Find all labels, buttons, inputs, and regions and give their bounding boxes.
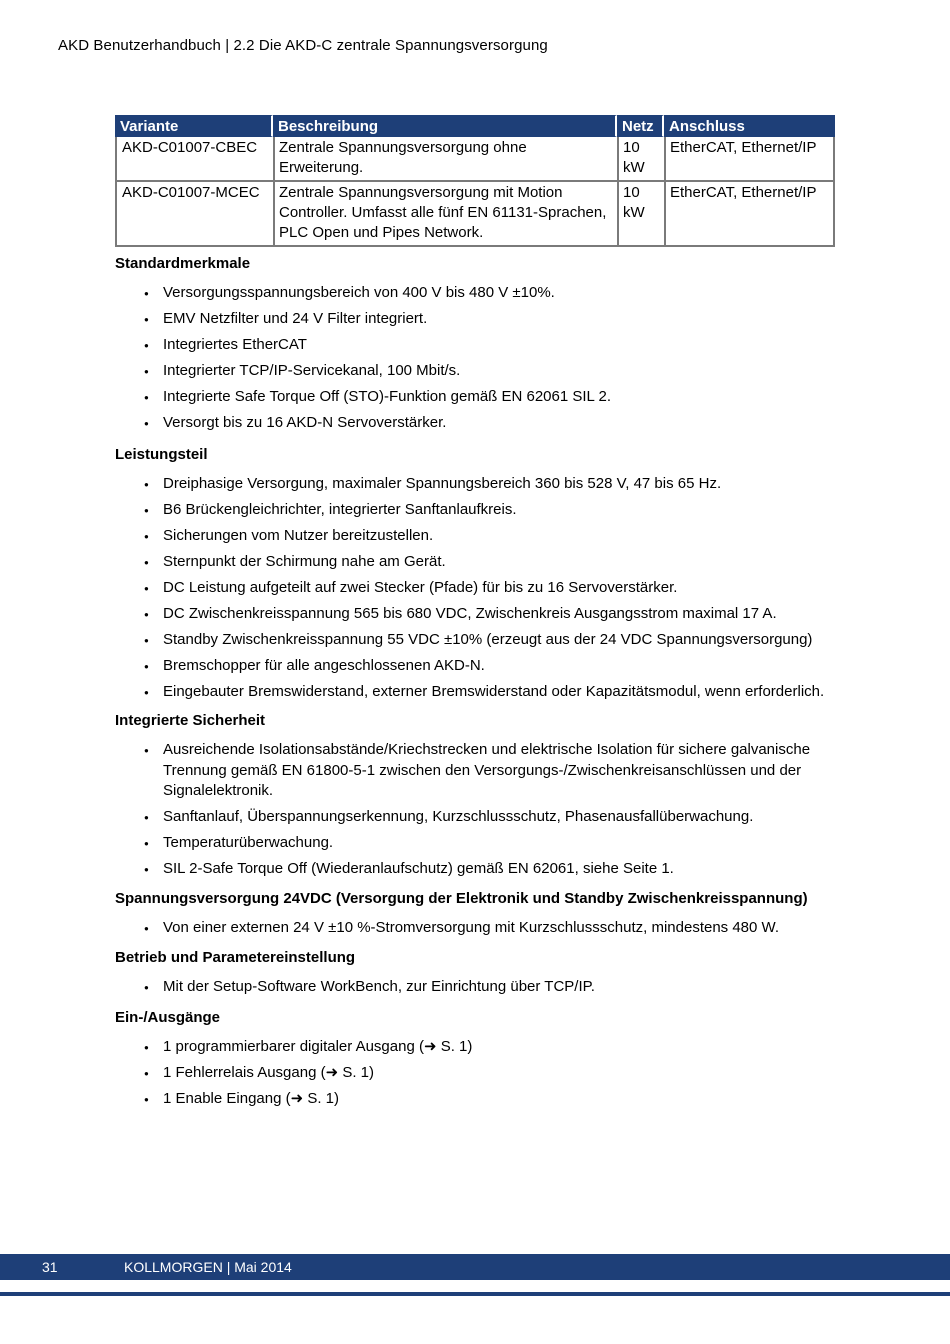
cell-variante: AKD-C01007-MCEC xyxy=(115,182,273,247)
bullet-list-integrierte-sicherheit xyxy=(115,740,835,880)
page-header: AKD Benutzerhandbuch | 2.2 Die AKD-C zentrale Spannungsversorgung xyxy=(58,37,548,54)
table-row xyxy=(115,182,835,247)
section-heading-spannungsversorgung: Spannungsversorgung 24VDC (Versorgung der Elektronik und Standby Zwischenkreisspannung) xyxy=(115,889,808,907)
column-header-variante: Variante xyxy=(115,115,273,137)
list-item: ● Sicherungen vom Nutzer bereitzustellen. xyxy=(163,526,835,547)
list-item: ● SIL 2-Safe Torque Off (Wiederanlaufschutz) gemäß EN 62061, siehe Seite 1. xyxy=(163,859,835,880)
variant-table xyxy=(115,115,835,247)
cell-netz: 10 kW xyxy=(617,137,664,182)
cell-beschreibung: Zentrale Spannungsversorgung ohne Erweiterung. xyxy=(273,137,617,182)
list-item: ● Ausreichende Isolationsabstände/Kriechstrecken und elektrische Isolation für sichere galvanische Trennung gemäß EN 61800-5-1 zwischen den Versorgungs-/Zwischenkreisanschlüssen und der Signalelektronik. xyxy=(163,740,835,802)
cell-anschluss: EtherCAT, Ethernet/IP xyxy=(664,182,835,247)
list-item: ● 1 Fehlerrelais Ausgang (➜ S. 1) xyxy=(163,1063,835,1084)
list-item: ● Versorgt bis zu 16 AKD-N Servoverstärker. xyxy=(163,413,835,434)
list-item: ● 1 programmierbarer digitaler Ausgang (➜ S. 1) xyxy=(163,1037,835,1058)
bullet-list-betrieb xyxy=(115,977,835,998)
list-item: ● DC Leistung aufgeteilt auf zwei Stecker (Pfade) für bis zu 16 Servoverstärker. xyxy=(163,578,835,599)
list-item: ● Von einer externen 24 V ±10 %-Stromversorgung mit Kurzschlussschutz, mindestens 480 W. xyxy=(163,918,835,939)
section-heading-ein-ausgaenge: Ein-/Ausgänge xyxy=(115,1008,221,1026)
bullet-list-standardmerkmale xyxy=(115,283,835,434)
list-item: ● EMV Netzfilter und 24 V Filter integriert. xyxy=(163,309,835,330)
footer-divider xyxy=(0,1292,950,1296)
section-heading-standardmerkmale: Standardmerkmale xyxy=(115,255,251,272)
cell-variante: AKD-C01007-CBEC xyxy=(115,137,273,182)
main-content xyxy=(115,115,835,1115)
list-item: ● Integrierte Safe Torque Off (STO)-Funktion gemäß EN 62061 SIL 2. xyxy=(163,387,835,408)
list-item: ● DC Zwischenkreisspannung 565 bis 680 VDC, Zwischenkreis Ausgangsstrom maximal 17 A. xyxy=(163,604,835,625)
list-item: ● Sanftanlauf, Überspannungserkennung, Kurzschlussschutz, Phasenausfallüberwachung. xyxy=(163,807,835,828)
cell-netz: 10 kW xyxy=(617,182,664,247)
table-row xyxy=(115,137,835,182)
list-item: ● Versorgungsspannungsbereich von 400 V bis 480 V ±10%. xyxy=(163,283,835,304)
table-header-row xyxy=(115,115,835,137)
list-item: ● Integrierter TCP/IP-Servicekanal, 100 Mbit/s. xyxy=(163,361,835,382)
bullet-list-ein-ausgaenge xyxy=(115,1037,835,1110)
section-heading-betrieb: Betrieb und Parametereinstellung xyxy=(115,949,356,966)
section-heading-integrierte-sicherheit: Integrierte Sicherheit xyxy=(115,712,266,729)
page-number: 31 xyxy=(42,1259,58,1275)
section-heading-leistungsteil: Leistungsteil xyxy=(115,445,208,463)
list-item: ● B6 Brückengleichrichter, integrierter Sanftanlaufkreis. xyxy=(163,500,835,521)
list-item: ● Bremschopper für alle angeschlossenen AKD-N. xyxy=(163,656,835,677)
footer-text: KOLLMORGEN | Mai 2014 xyxy=(124,1259,292,1275)
bullet-list-leistungsteil xyxy=(115,474,835,703)
list-item: ● Standby Zwischenkreisspannung 55 VDC ±10% (erzeugt aus der 24 VDC Spannungsversorgung) xyxy=(163,630,835,651)
list-item: ● Sternpunkt der Schirmung nahe am Gerät. xyxy=(163,552,835,573)
cell-anschluss: EtherCAT, Ethernet/IP xyxy=(664,137,835,182)
column-header-beschreibung: Beschreibung xyxy=(273,115,617,137)
footer-bar xyxy=(0,1254,950,1280)
list-item: ● Temperaturüberwachung. xyxy=(163,833,835,854)
list-item: ● Eingebauter Bremswiderstand, externer Bremswiderstand oder Kapazitätsmodul, wenn erforderlich. xyxy=(163,682,835,703)
list-item: ● Dreiphasige Versorgung, maximaler Spannungsbereich 360 bis 528 V, 47 bis 65 Hz. xyxy=(163,474,835,495)
cell-beschreibung: Zentrale Spannungsversorgung mit Motion Controller. Umfasst alle fünf EN 61131-Sprachen, PLC Open und Pipes Network. xyxy=(273,182,617,247)
list-item: ● 1 Enable Eingang (➜ S. 1) xyxy=(163,1089,835,1110)
list-item: ● Integriertes EtherCAT xyxy=(163,335,835,356)
bullet-list-spannungsversorgung xyxy=(115,918,835,939)
list-item: ● Mit der Setup-Software WorkBench, zur Einrichtung über TCP/IP. xyxy=(163,977,835,998)
column-header-anschluss: Anschluss xyxy=(664,115,835,137)
column-header-netz: Netz xyxy=(617,115,664,137)
